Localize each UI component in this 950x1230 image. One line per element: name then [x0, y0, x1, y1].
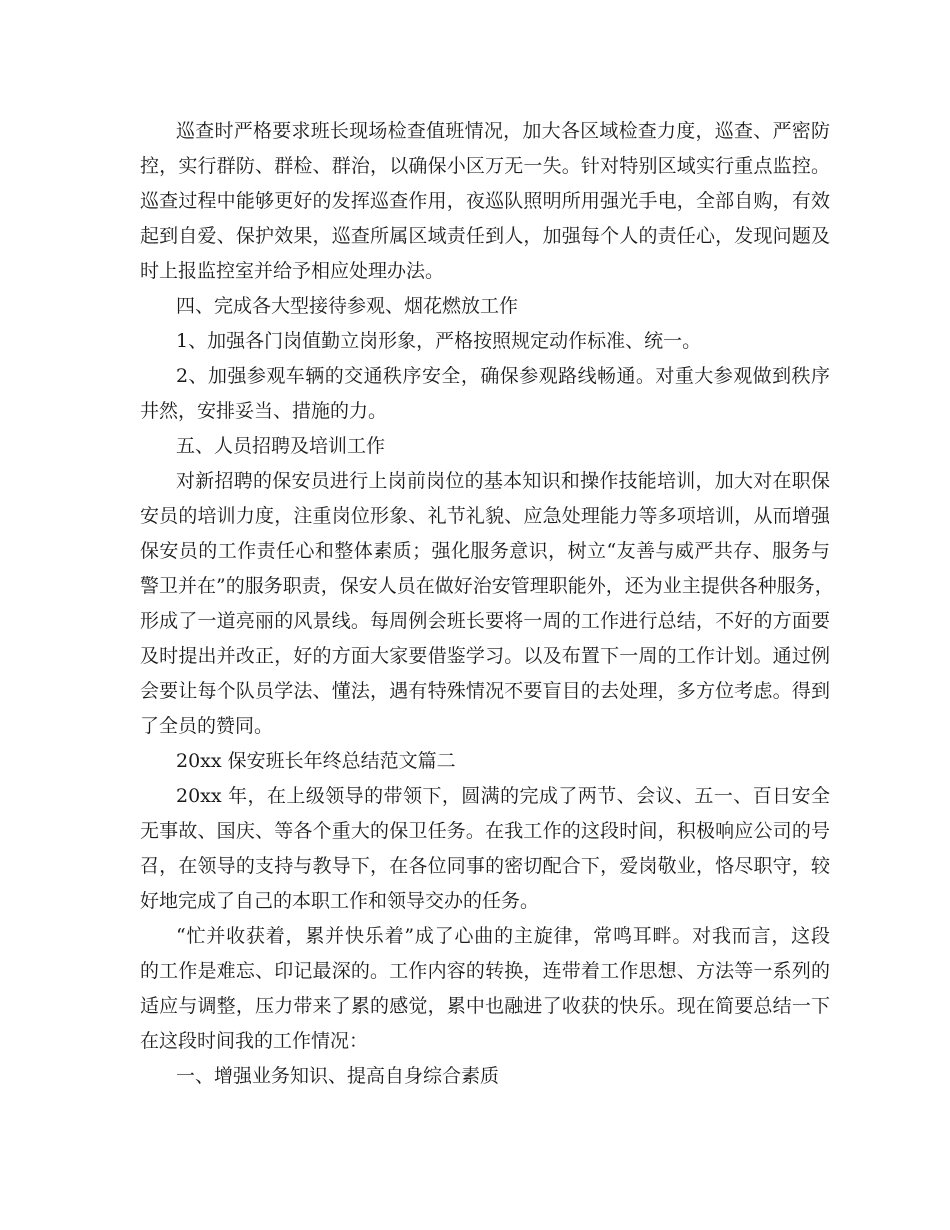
text-line: 井然，安排妥当、措施的力。	[140, 400, 388, 422]
text-line: 20xx 年，在上级领导的带领下，圆满的完成了两节、会议、五一、百日安全	[176, 785, 830, 807]
text-line: 的工作是难忘、印记最深的。工作内容的转换，连带着工作思想、方法等一系列的	[140, 960, 830, 982]
text-line: 及时提出并改正，好的方面大家要借鉴学习。以及布置下一周的工作计划。通过例	[140, 645, 830, 667]
text-line: 在这段时间我的工作情况：	[140, 1030, 369, 1052]
text-line: 时上报监控室并给予相应处理办法。	[140, 260, 445, 282]
text-line: 召，在领导的支持与教导下，在各位同事的密切配合下，爱岗敬业，恪尽职守，较	[140, 855, 830, 877]
text-line: 了全员的赞同。	[140, 715, 274, 737]
text-line: 起到自爱、保护效果，巡查所属区域责任到人，加强每个人的责任心，发现问题及	[140, 225, 830, 247]
text-line: 会要让每个队员学法、懂法，遇有特殊情况不要盲目的去处理，多方位考虑。得到	[140, 680, 830, 702]
text-line: 五、人员招聘及培训工作	[176, 435, 386, 457]
text-line: 无事故、国庆、等各个重大的保卫任务。在我工作的这段时间，积极响应公司的号	[140, 820, 830, 842]
text-line: 一、增强业务知识、提高自身综合素质	[176, 1065, 500, 1087]
text-line: 形成了一道亮丽的风景线。每周例会班长要将一周的工作进行总结，不好的方面要	[140, 610, 830, 632]
text-line: 四、完成各大型接待参观、烟花燃放工作	[176, 295, 519, 317]
text-line: 巡查过程中能够更好的发挥巡查作用，夜巡队照明所用强光手电，全部自购，有效	[140, 190, 830, 212]
text-line: 好地完成了自己的本职工作和领导交办的任务。	[140, 890, 540, 912]
text-line: 巡查时严格要求班长现场检查值班情况，加大各区域检查力度，巡查、严密防	[176, 120, 830, 142]
document-body	[140, 114, 834, 1094]
text-line: 对新招聘的保安员进行上岗前岗位的基本知识和操作技能培训，加大对在职保	[176, 470, 830, 492]
text-line: 20xx 保安班长年终总结范文篇二	[176, 750, 456, 772]
text-line: “忙并收获着，累并快乐着”成了心曲的主旋律，常鸣耳畔。对我而言，这段	[176, 925, 830, 947]
text-line: 警卫并在”的服务职责，保安人员在做好治安管理职能外，还为业主提供各种服务，	[140, 575, 834, 597]
text-line: 控，实行群防、群检、群治，以确保小区万无一失。针对特别区域实行重点监控。	[140, 155, 830, 177]
text-line: 保安员的工作责任心和整体素质；强化服务意识，树立“友善与威严共存、服务与	[140, 540, 830, 562]
text-line: 2、加强参观车辆的交通秩序安全，确保参观路线畅通。对重大参观做到秩序	[176, 365, 830, 387]
text-line: 1、加强各门岗值勤立岗形象，严格按照规定动作标准、统一。	[176, 330, 702, 352]
text-line: 适应与调整，压力带来了累的感觉，累中也融进了收获的快乐。现在简要总结一下	[140, 995, 830, 1017]
text-line: 安员的培训力度，注重岗位形象、礼节礼貌、应急处理能力等多项培训，从而增强	[140, 505, 830, 527]
